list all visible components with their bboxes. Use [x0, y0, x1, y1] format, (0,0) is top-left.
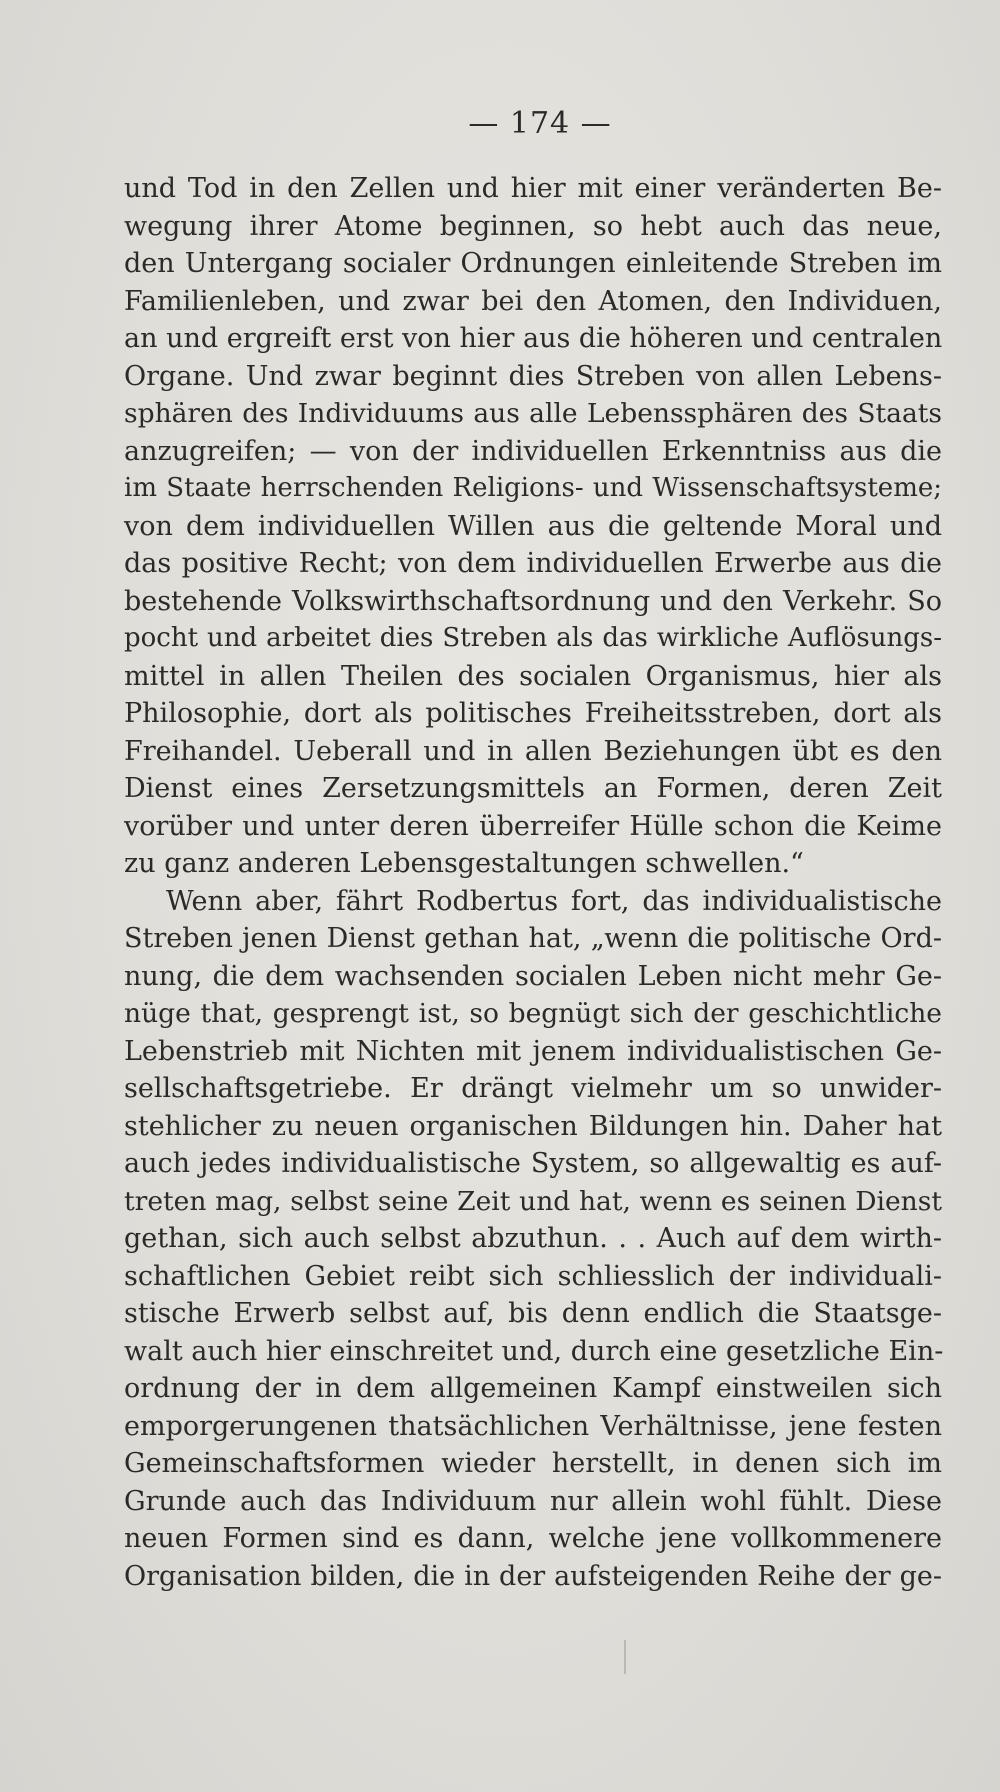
text-line: zu ganz anderen Lebensgestaltungen schwellen.“: [124, 848, 804, 879]
text-line: und Tod in den Zellen und hier mit einer veränderten Be-: [124, 173, 942, 204]
text-line: Dienst eines Zersetzungsmittels an Formen, deren Zeit: [124, 773, 942, 804]
text-line: den Untergang socialer Ordnungen einleitende Streben im: [124, 248, 942, 279]
text-line: stehlicher zu neuen organischen Bildungen hin. Daher hat: [124, 1110, 942, 1142]
text-line: Gemeinschaftsformen wieder herstellt, in denen sich im: [124, 1448, 942, 1479]
text-line: auch jedes individualistische System, so allgewaltig es auf-: [124, 1148, 942, 1179]
text-line: walt auch hier einschreitet und, durch eine gesetzliche Ein-: [124, 1335, 944, 1367]
text-line: an und ergreift erst von hier aus die höheren und centralen: [124, 323, 943, 354]
text-line: bestehende Volkswirthschaftsordnung und den Verkehr. So: [124, 585, 942, 617]
text-line: Freihandel. Ueberall und in allen Beziehungen übt es den: [124, 735, 942, 767]
text-line: pocht und arbeitet dies Streben als das wirkliche Auflösungs-: [124, 623, 942, 653]
text-line: nüge that, gesprengt ist, so begnügt sich der geschichtliche: [124, 998, 942, 1029]
text-line: im Staate herrschenden Religions- und Wissenschaftsysteme;: [124, 473, 942, 503]
text-line: anzugreifen; — von der individuellen Erkenntniss aus die: [124, 435, 942, 467]
text-line: Organisation bilden, die in der aufsteigenden Reihe der ge-: [124, 1560, 942, 1592]
text-line: von dem individuellen Willen aus die geltende Moral und: [124, 510, 942, 542]
text-line: sphären des Individuums aus alle Lebenssphären des Staats: [124, 398, 942, 429]
text-line: Familienleben, und zwar bei den Atomen, den Individuen,: [124, 285, 942, 317]
text-line: mittel in allen Theilen des socialen Organismus, hier als: [124, 660, 942, 692]
text-line: sellschaftsgetriebe. Er drängt vielmehr um so unwider-: [124, 1073, 942, 1104]
text-line: Organe. Und zwar beginnt dies Streben von allen Lebens-: [124, 360, 942, 392]
paper-fold-mark: [624, 1640, 626, 1674]
text-line: Lebenstrieb mit Nichten mit jenem individualistischen Ge-: [124, 1035, 942, 1067]
text-line: treten mag, selbst seine Zeit und hat, wenn es seinen Dienst: [124, 1185, 942, 1217]
text-line: nung, die dem wachsenden socialen Leben nicht mehr Ge-: [124, 960, 942, 992]
body-text: [124, 170, 942, 1595]
text-line: ordnung der in dem allgemeinen Kampf einstweilen sich: [124, 1373, 942, 1404]
text-line: Wenn aber, fährt Rodbertus fort, das individualistische: [166, 885, 942, 917]
text-line: Streben jenen Dienst gethan hat, „wenn die politische Ord-: [124, 923, 942, 954]
text-line: vorüber und unter deren überreifer Hülle schon die Keime: [124, 810, 942, 842]
text-line: stische Erwerb selbst auf, bis denn endlich die Staatsge-: [124, 1298, 942, 1329]
text-line: Philosophie, dort als politisches Freiheitsstreben, dort als: [124, 698, 942, 729]
text-line: Grunde auch das Individuum nur allein wohl fühlt. Diese: [124, 1485, 942, 1517]
text-line: schaftlichen Gebiet reibt sich schliesslich der individuali-: [124, 1260, 942, 1292]
text-line: wegung ihrer Atome beginnen, so hebt auch das neue,: [124, 210, 942, 242]
page-number: — 174 —: [468, 106, 612, 141]
text-line: das positive Recht; von dem individuellen Erwerbe aus die: [124, 548, 942, 579]
text-line: gethan, sich auch selbst abzuthun. . . Auch auf dem wirth-: [124, 1223, 942, 1254]
text-line: emporgerungenen thatsächlichen Verhältnisse, jene festen: [124, 1410, 942, 1442]
text-line: neuen Formen sind es dann, welche jene vollkommenere: [124, 1523, 942, 1554]
